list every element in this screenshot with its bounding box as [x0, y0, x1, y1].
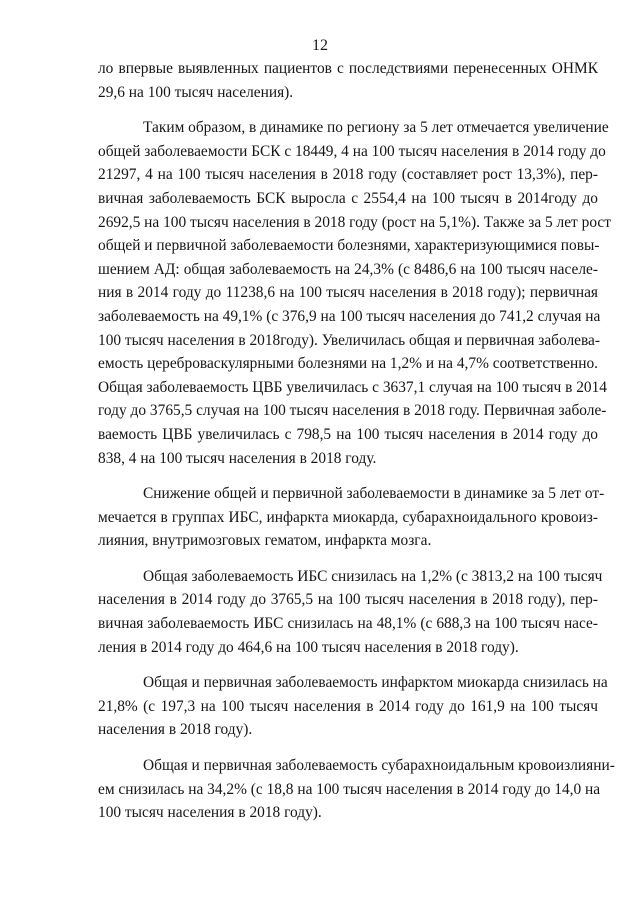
text-line: Общая и первичная заболеваемость субарахноидальным кровоизлияни-: [143, 757, 615, 775]
paragraph: [98, 565, 603, 659]
text-line: 838, 4 на 100 тысяч населения в 2018 году.: [98, 449, 377, 467]
body-text: [98, 57, 615, 825]
text-line: ления в 2014 году до 464,6 на 100 тысяч населения в 2018 году).: [98, 638, 519, 656]
page-number: 12: [312, 37, 328, 54]
text-line: Таким образом, в динамике по региону за 5 лет отмечается увеличение: [143, 119, 609, 137]
text-line: мечается в группах ИБС, инфаркта миокарда, субарахноидального кровоиз-: [98, 508, 598, 526]
text-line: емость цереброваскулярными болезнями на 1,2% и на 4,7% соответственно.: [98, 355, 598, 373]
text-line: шением АД: общая заболеваемость на 24,3% (с 8486,6 на 100 тысяч населе-: [98, 260, 598, 278]
text-line: 2692,5 на 100 тысяч населения в 2018 году (рост на 5,1%). Также за 5 лет рост: [98, 213, 611, 231]
text-line: 100 тысяч населения в 2018году). Увеличилась общая и первичная заболева-: [98, 331, 601, 349]
text-line: вичная заболеваемость БСК выросла с 2554,4 на 100 тысяч в 2014году до: [98, 189, 598, 207]
paragraph: [98, 754, 615, 825]
text-line: 100 тысяч населения в 2018 году).: [98, 804, 322, 822]
paragraph-gap: [98, 470, 598, 482]
text-line: населения в 2014 году до 3765,5 на 100 тысяч населения в 2018 году), пер-: [98, 591, 598, 609]
text-line: общей и первичной заболеваемости болезнями, характеризующимися повы-: [98, 237, 600, 255]
text-line: 29,6 на 100 тысяч населения).: [98, 83, 294, 101]
text-line: ваемость ЦВБ увеличилась с 798,5 на 100 тысяч населения в 2014 году до: [98, 425, 598, 443]
paragraph-gap: [98, 553, 598, 565]
text-line: 21297, 4 на 100 тысяч населения в 2018 году (составляет рост 13,3%), пер-: [98, 166, 598, 184]
paragraph-gap: [98, 659, 598, 671]
paragraph: [98, 57, 598, 104]
text-line: году до 3765,5 случая на 100 тысяч населения в 2018 году. Первичная заболе-: [98, 402, 607, 420]
text-line: ем снизилась на 34,2% (с 18,8 на 100 тысяч населения в 2014 году до 14,0 на: [98, 780, 601, 798]
paragraph: [98, 482, 605, 553]
text-line: общей заболеваемости БСК с 18449, 4 на 100 тысяч населения в 2014 году до: [98, 142, 606, 160]
text-line: лияния, внутримозговых гематом, инфаркта мозга.: [98, 532, 432, 550]
text-line: вичная заболеваемость ИБС снизилась на 48,1% (с 688,3 на 100 тысяч насе-: [98, 615, 598, 633]
text-line: ло впервые выявленных пациентов с последствиями перенесенных ОНМК: [98, 60, 598, 77]
text-line: 21,8% (с 197,3 на 100 тысяч населения в 2014 году до 161,9 на 100 тысяч: [98, 697, 598, 715]
paragraph: [98, 116, 611, 470]
paragraph-gap: [98, 104, 598, 116]
text-line: населения в 2018 году).: [98, 721, 253, 739]
text-line: ния в 2014 году до 11238,6 на 100 тысяч населения в 2018 году); первичная: [98, 284, 598, 302]
text-line: Общая и первичная заболеваемость инфарктом миокарда снизилась на: [143, 674, 608, 692]
paragraph-gap: [98, 742, 598, 754]
text-line: Снижение общей и первичной заболеваемости в динамике за 5 лет от-: [143, 485, 605, 503]
text-line: Общая заболеваемость ИБС снизилась на 1,2% (с 3813,2 на 100 тысяч: [143, 567, 603, 585]
text-line: заболеваемость на 49,1% (с 376,9 на 100 тысяч населения до 741,2 случая на: [98, 307, 601, 325]
text-line: Общая заболеваемость ЦВБ увеличилась с 3637,1 случая на 100 тысяч в 2014: [98, 378, 608, 396]
paragraph: [98, 671, 608, 742]
